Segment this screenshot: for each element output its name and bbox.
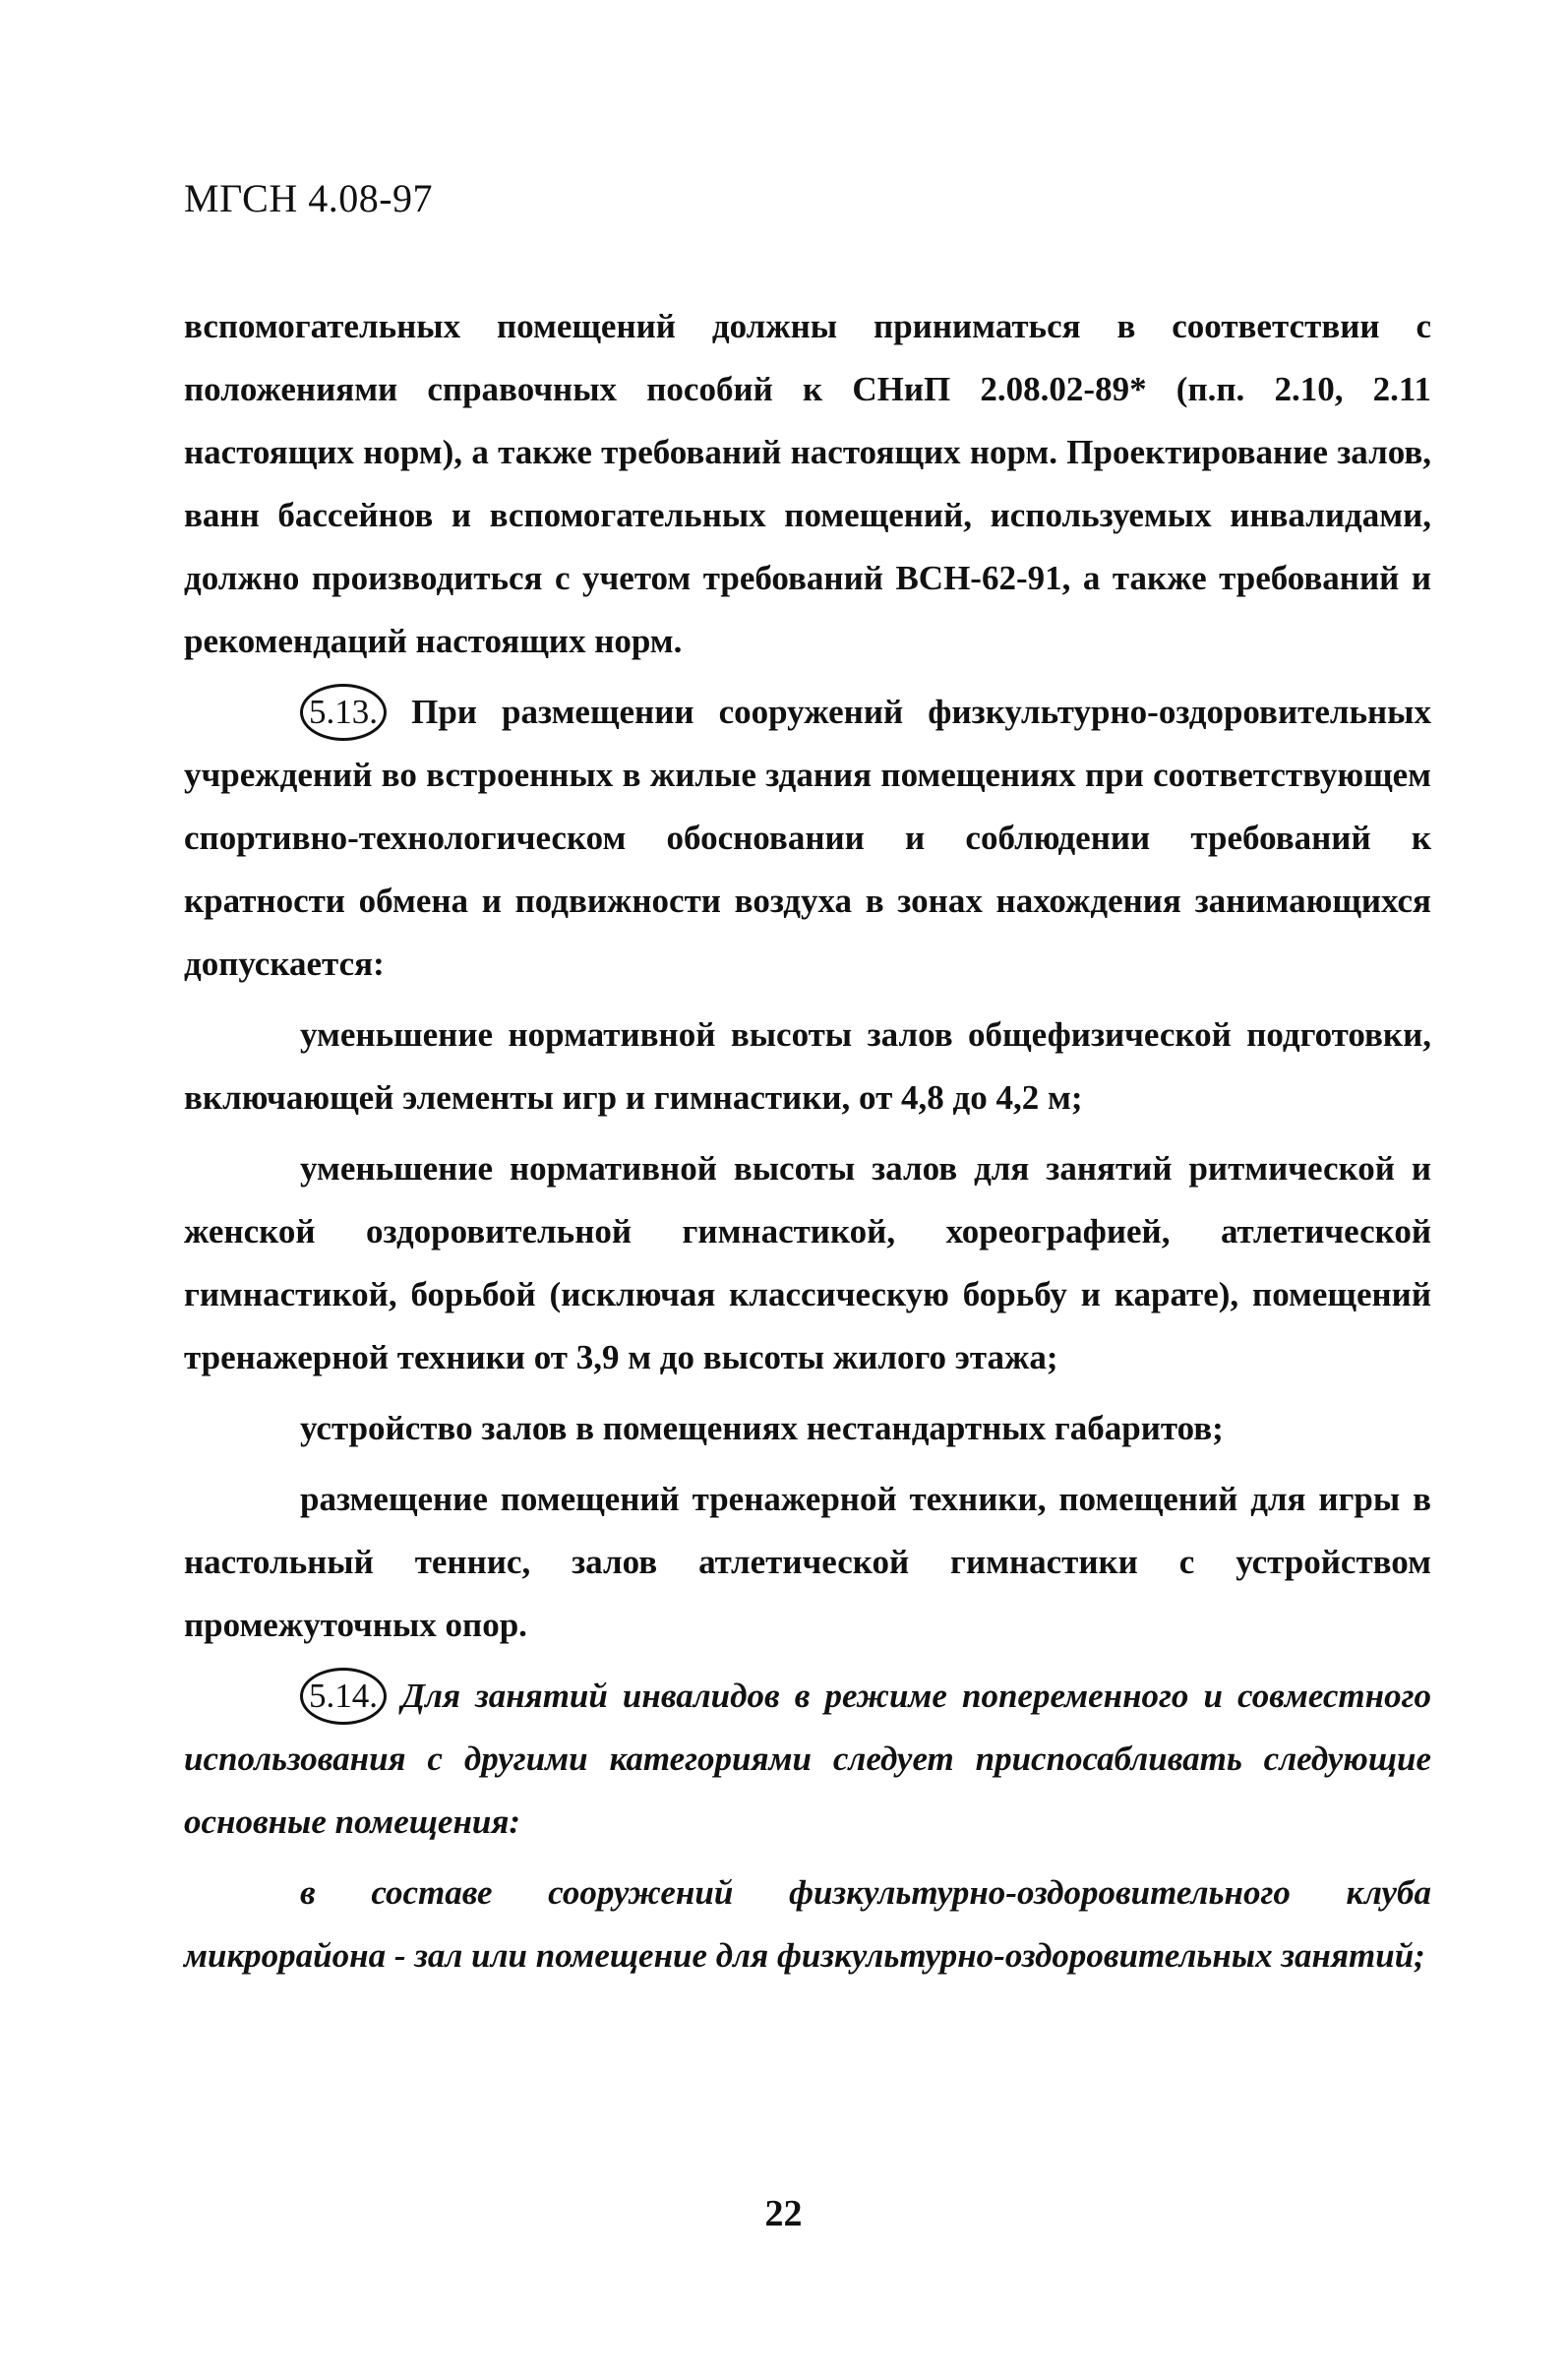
list-item: уменьшение нормативной высоты залов общефизической подготовки, включающей элементы игр и гимнастики, от 4,8 до 4,2 м;: [184, 1015, 1431, 1117]
clause-text: При размещении сооружений физкультурно-оздоровительных учреждений во встроенных в жилые здания помещениях при соответствующем спортивно-технологическом обосновании и соблюдении требований к кратности обмена и подвижности воздуха в зонах нахождения занимающихся допускается:: [184, 693, 1431, 983]
clause-5-13: [184, 681, 1431, 996]
clause-5-14: [184, 1665, 1431, 1854]
page-number: 22: [764, 2193, 803, 2234]
clause-number-circled: 5.13.: [300, 684, 387, 741]
paragraph-continuation: вспомогательных помещений должны приниматься в соответствии с положениями справочных пособий к СНиП 2.08.02-89* (п.п. 2.10, 2.11 настоящих норм), а также требований настоящих норм. Проектирование залов, ванн бассейнов и вспомогательных помещений, используемых инвалидами, должно производиться с учетом требований ВСН-62-91, а также требований и рекомендаций настоящих норм.: [184, 307, 1431, 660]
document-body: [184, 295, 1431, 1987]
clause-number-circled: 5.14.: [300, 1668, 387, 1725]
list-item: размещение помещений тренажерной техники, помещений для игры в настольный теннис, залов атлетической гимнастики с устройством промежуточных опор.: [184, 1480, 1431, 1644]
list-item: уменьшение нормативной высоты залов для занятий ритмической и женской оздоровительной гимнастикой, хореографией, атлетической гимнастикой, борьбой (исключая классическую борьбу и карате), помещений тренажерной техники от 3,9 м до высоты жилого этажа;: [184, 1149, 1431, 1376]
clause-text: Для занятий инвалидов в режиме попеременного и совместного использования с другими категориями следует приспосабливать следующие основные помещения:: [184, 1677, 1432, 1841]
document-code-header: МГСН 4.08-97: [184, 176, 434, 220]
list-item: устройство залов в помещениях нестандартных габаритов;: [300, 1409, 1224, 1447]
list-item: в составе сооружений физкультурно-оздоровительного клуба микрорайона - зал или помещение для физкультурно-оздоровительных занятий;: [184, 1873, 1431, 1975]
